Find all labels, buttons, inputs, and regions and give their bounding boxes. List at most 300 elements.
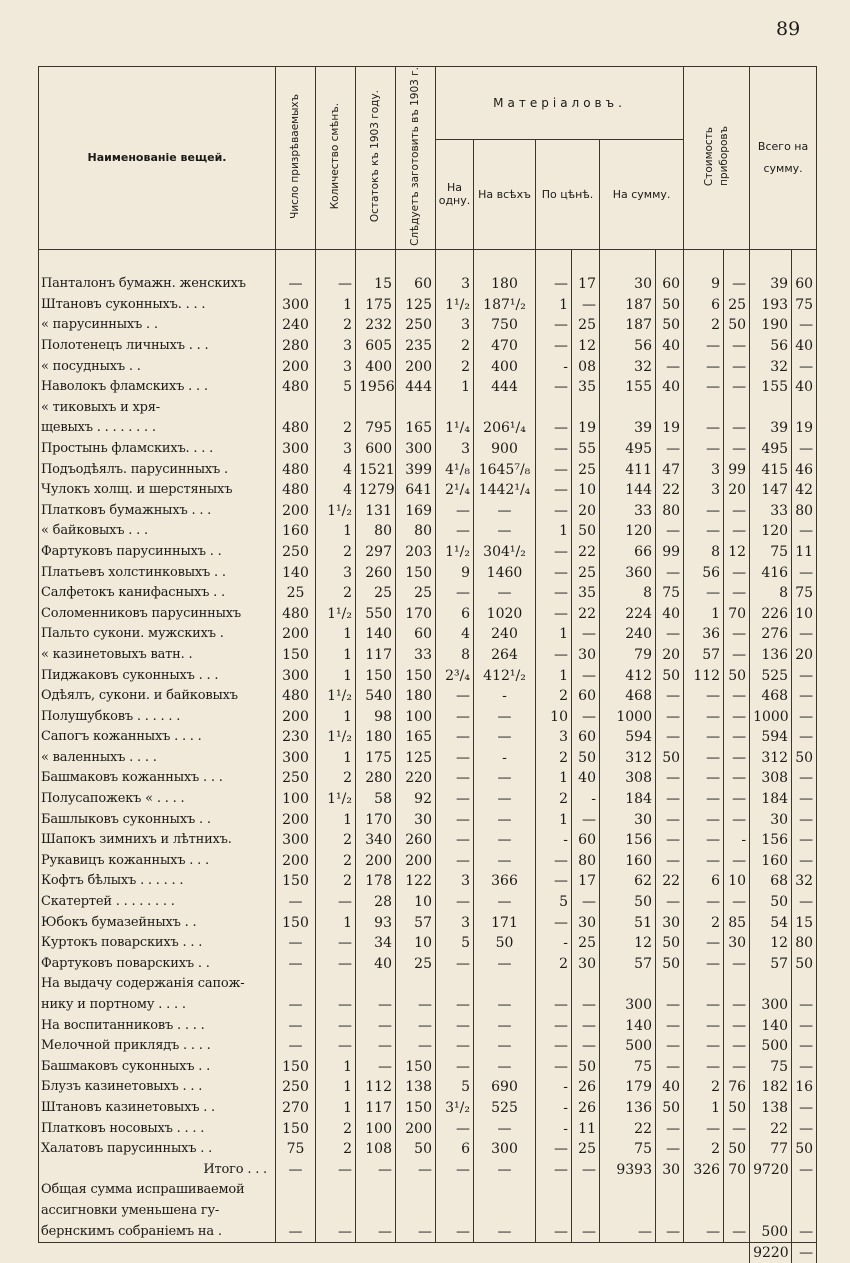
cell-p2: 25 <box>572 315 600 336</box>
cell-n: 300 <box>276 830 316 851</box>
cell-n: 480 <box>276 418 316 439</box>
cell-t1: 300 <box>750 995 792 1016</box>
cell-r: — <box>396 1159 436 1180</box>
cell-s: — <box>316 933 356 954</box>
cell-c1: 8 <box>684 542 724 563</box>
cell-c1: — <box>684 583 724 604</box>
cell-b: 40 <box>356 954 396 975</box>
cell-m1: 33 <box>600 500 656 521</box>
header-balance: Остатокъ къ 1903 году. <box>356 67 396 250</box>
cell-a: — <box>474 706 536 727</box>
cell-r: 92 <box>396 789 436 810</box>
cell-c1: 57 <box>684 645 724 666</box>
cell-o: — <box>436 1221 474 1242</box>
cell-r: 50 <box>396 1139 436 1160</box>
cell-m2: 50 <box>656 954 684 975</box>
cell-o: — <box>436 686 474 707</box>
reduction-row <box>39 1180 817 1201</box>
cell-c2: — <box>724 1036 750 1057</box>
cell-n <box>276 1201 316 1222</box>
cell-n: 200 <box>276 809 316 830</box>
cell-c1: 1 <box>684 1098 724 1119</box>
cell-c1: 3 <box>684 459 724 480</box>
cell-t1: 138 <box>750 1098 792 1119</box>
cell-t2: — <box>792 789 817 810</box>
cell-s: 1 <box>316 1098 356 1119</box>
cell-t2: — <box>792 1036 817 1057</box>
item-name: « посудныхъ . . <box>39 356 276 377</box>
cell-m1: 136 <box>600 1098 656 1119</box>
cell-s: — <box>316 1159 356 1180</box>
cell-p1: — <box>536 377 572 398</box>
cell-n: 480 <box>276 377 316 398</box>
cell-n: 480 <box>276 459 316 480</box>
cell-a: 412¹/₂ <box>474 665 536 686</box>
cell-s: 3 <box>316 356 356 377</box>
cell-p1: — <box>536 1015 572 1036</box>
cell-b <box>356 974 396 995</box>
cell-t2: 42 <box>792 480 817 501</box>
cell-s: — <box>316 954 356 975</box>
table-row <box>39 356 817 377</box>
cell-s: 1 <box>316 665 356 686</box>
cell-p2: — <box>572 809 600 830</box>
cell-a: 300 <box>474 1139 536 1160</box>
cell-c1: — <box>684 830 724 851</box>
cell-p1: — <box>536 995 572 1016</box>
item-name: Полушубковъ . . . . . . <box>39 706 276 727</box>
item-name: Фартуковъ поварскихъ . . <box>39 954 276 975</box>
cell-t2: — <box>792 665 817 686</box>
cell-t2: — <box>792 315 817 336</box>
item-name: щевыхъ . . . . . . . . <box>39 418 276 439</box>
cell-n: 230 <box>276 727 316 748</box>
table-row <box>39 686 817 707</box>
cell-c1: 112 <box>684 665 724 686</box>
cell-o: 2 <box>436 336 474 357</box>
cell-t2: — <box>792 624 817 645</box>
cell-p2: 22 <box>572 542 600 563</box>
cell-b: — <box>356 995 396 1016</box>
table-row <box>39 1015 817 1036</box>
cell-b: 15 <box>356 274 396 295</box>
cell-m2: — <box>656 1056 684 1077</box>
cell-m1: 51 <box>600 912 656 933</box>
cell-t1: 8 <box>750 583 792 604</box>
cell-o: — <box>436 789 474 810</box>
cell-b: 600 <box>356 439 396 460</box>
cell-n: 25 <box>276 583 316 604</box>
cell-n: 480 <box>276 603 316 624</box>
cell-p2: 80 <box>572 851 600 872</box>
cell-t1: 54 <box>750 912 792 933</box>
cell-o: 2³/₄ <box>436 665 474 686</box>
cell-p1: — <box>536 274 572 295</box>
cell-t2: — <box>792 995 817 1016</box>
cell-p1: 5 <box>536 892 572 913</box>
cell-t2: — <box>792 1098 817 1119</box>
cell-p1: 1 <box>536 624 572 645</box>
cell-t2: 46 <box>792 459 817 480</box>
cell-p2: 30 <box>572 912 600 933</box>
cell-c1: — <box>684 336 724 357</box>
cell-t1: 140 <box>750 1015 792 1036</box>
cell-m2: 22 <box>656 480 684 501</box>
cell-o: — <box>436 727 474 748</box>
cell-t2: 50 <box>792 1139 817 1160</box>
cell-n: — <box>276 1159 316 1180</box>
cell-o: — <box>436 583 474 604</box>
cell-o: 5 <box>436 1077 474 1098</box>
cell-s: 2 <box>316 583 356 604</box>
cell-o: 4 <box>436 624 474 645</box>
table-row <box>39 665 817 686</box>
cell-n: 200 <box>276 624 316 645</box>
cell-t1: 156 <box>750 830 792 851</box>
cell-b: — <box>356 1221 396 1242</box>
cell-r: 60 <box>396 274 436 295</box>
cell-o <box>436 1180 474 1201</box>
header-mat-one: На одну. <box>436 139 474 249</box>
cell-c2: 70 <box>724 1159 750 1180</box>
cell-n: 150 <box>276 871 316 892</box>
cell-p2 <box>572 1201 600 1222</box>
cell-t1: 75 <box>750 1056 792 1077</box>
cell-b: — <box>356 1036 396 1057</box>
cell-p1: — <box>536 912 572 933</box>
cell-b: 98 <box>356 706 396 727</box>
cell-p2: 19 <box>572 418 600 439</box>
cell-t1: 308 <box>750 768 792 789</box>
cell-p2: 25 <box>572 1139 600 1160</box>
cell-m2: 80 <box>656 500 684 521</box>
cell-r: 25 <box>396 954 436 975</box>
cell-m2: — <box>656 439 684 460</box>
cell-c2: — <box>724 1056 750 1077</box>
cell-a: 1460 <box>474 562 536 583</box>
header-mat-price: По цѣнѣ. <box>536 139 600 249</box>
cell-b: 400 <box>356 356 396 377</box>
cell-m1: 179 <box>600 1077 656 1098</box>
table-row <box>39 789 817 810</box>
cell-o: 8 <box>436 645 474 666</box>
cell-p2: — <box>572 892 600 913</box>
cell-p2: 20 <box>572 500 600 521</box>
cell-m1 <box>600 397 656 418</box>
cell-m1: 308 <box>600 768 656 789</box>
cell-n: 300 <box>276 295 316 316</box>
cell-t2: — <box>792 1015 817 1036</box>
cell-c1: — <box>684 954 724 975</box>
cell-a: 444 <box>474 377 536 398</box>
table-row <box>39 603 817 624</box>
item-name: ассигновки уменьшена гу- <box>39 1201 276 1222</box>
cell-o: 1 <box>436 377 474 398</box>
cell-p1: — <box>536 1056 572 1077</box>
cell-m2: 50 <box>656 665 684 686</box>
cell-m1: 22 <box>600 1118 656 1139</box>
cell-s: 2 <box>316 768 356 789</box>
cell-b <box>356 1180 396 1201</box>
table-row <box>39 521 817 542</box>
cell-c2: — <box>724 562 750 583</box>
item-name: Шапокъ зимнихъ и лѣтнихъ. <box>39 830 276 851</box>
cell-t1: 68 <box>750 871 792 892</box>
cell-t1: 276 <box>750 624 792 645</box>
cell-p2: — <box>572 995 600 1016</box>
item-name: Халатовъ парусинныхъ . . <box>39 1139 276 1160</box>
cell-p1 <box>536 974 572 995</box>
cell-c1: — <box>684 1015 724 1036</box>
cell-r: 235 <box>396 336 436 357</box>
cell-c2: — <box>724 727 750 748</box>
cell-a: 240 <box>474 624 536 645</box>
cell-m1: 1000 <box>600 706 656 727</box>
cell-o: — <box>436 830 474 851</box>
cell-c2 <box>724 397 750 418</box>
cell-r: 165 <box>396 418 436 439</box>
cell-m1: 66 <box>600 542 656 563</box>
cell-c1: — <box>684 1221 724 1242</box>
cell-c2: 20 <box>724 480 750 501</box>
item-name: « байковыхъ . . . <box>39 521 276 542</box>
cell-t2: 50 <box>792 748 817 769</box>
cell-n: 250 <box>276 768 316 789</box>
cell-c1: 6 <box>684 295 724 316</box>
cell-r: 125 <box>396 295 436 316</box>
cell-m2: 22 <box>656 871 684 892</box>
cell-p1: - <box>536 830 572 851</box>
table-row <box>39 1077 817 1098</box>
cell-r <box>396 397 436 418</box>
cell-t2: — <box>792 768 817 789</box>
cell-c2: — <box>724 583 750 604</box>
cell-s: 3 <box>316 562 356 583</box>
cell-m2: 99 <box>656 542 684 563</box>
cell-a: 750 <box>474 315 536 336</box>
item-name: Штановъ казинетовыхъ . . <box>39 1098 276 1119</box>
cell-c2: — <box>724 748 750 769</box>
cell-t2: — <box>792 830 817 851</box>
cell-r: 200 <box>396 1118 436 1139</box>
cell-m2: — <box>656 1036 684 1057</box>
cell-a: 264 <box>474 645 536 666</box>
item-name: « парусинныхъ . . <box>39 315 276 336</box>
cell-t2: — <box>792 1159 817 1180</box>
cell-p1: — <box>536 1221 572 1242</box>
table-row <box>39 377 817 398</box>
cell-o: 6 <box>436 603 474 624</box>
cell-c2: 50 <box>724 315 750 336</box>
expenditure-table <box>38 66 817 1263</box>
cell-p1: — <box>536 439 572 460</box>
cell-p2: 30 <box>572 645 600 666</box>
cell-r: — <box>396 1015 436 1036</box>
header-name: Наименованіе вещей. <box>39 67 276 250</box>
cell-c2: — <box>724 809 750 830</box>
cell-p1: 10 <box>536 706 572 727</box>
cell-c2: 50 <box>724 1139 750 1160</box>
cell-t1 <box>750 1201 792 1222</box>
cell-t1: 50 <box>750 892 792 913</box>
cell-c2: — <box>724 954 750 975</box>
cell-a: — <box>474 851 536 872</box>
cell-r: 444 <box>396 377 436 398</box>
cell-a: 1645⁷/₈ <box>474 459 536 480</box>
cell-b: 175 <box>356 748 396 769</box>
cell-t2: 50 <box>792 954 817 975</box>
cell-n: 300 <box>276 439 316 460</box>
item-name: Пальто сукони. мужскихъ . <box>39 624 276 645</box>
cell-b: 117 <box>356 645 396 666</box>
table-row <box>39 645 817 666</box>
cell-m2: 75 <box>656 583 684 604</box>
cell-c1: — <box>684 500 724 521</box>
cell-a: 180 <box>474 274 536 295</box>
cell-m1: 56 <box>600 336 656 357</box>
cell-c2: — <box>724 892 750 913</box>
cell-t1: 160 <box>750 851 792 872</box>
cell-s: 1 <box>316 1077 356 1098</box>
table-header <box>39 67 817 250</box>
cell-c2 <box>724 1201 750 1222</box>
item-name: Куртокъ поварскихъ . . . <box>39 933 276 954</box>
cell-s: 1¹/₂ <box>316 727 356 748</box>
cell-c1: 2 <box>684 1077 724 1098</box>
cell-t1: 12 <box>750 933 792 954</box>
cell-p2: 26 <box>572 1077 600 1098</box>
cell-p2: 10 <box>572 480 600 501</box>
cell-a: 1442¹/₄ <box>474 480 536 501</box>
cell-n: — <box>276 274 316 295</box>
cell-m2: 47 <box>656 459 684 480</box>
cell-t2: 20 <box>792 645 817 666</box>
cell-n: 150 <box>276 912 316 933</box>
table-row <box>39 542 817 563</box>
cell-s: 4 <box>316 480 356 501</box>
cell-t1: 416 <box>750 562 792 583</box>
cell-c2: — <box>724 274 750 295</box>
cell-s: 2 <box>316 315 356 336</box>
cell-b: 117 <box>356 1098 396 1119</box>
cell-p1: 2 <box>536 686 572 707</box>
cell-b: 280 <box>356 768 396 789</box>
cell-p1: — <box>536 500 572 521</box>
item-name: Итого . . . <box>39 1159 276 1180</box>
cell-m2: — <box>656 562 684 583</box>
item-name: Кофтъ бѣлыхъ . . . . . . <box>39 871 276 892</box>
item-name: нику и портному . . . . <box>39 995 276 1016</box>
cell-p2: — <box>572 706 600 727</box>
cell-n: 200 <box>276 851 316 872</box>
cell-p1: — <box>536 542 572 563</box>
item-name: « казинетовыхъ ватн. . <box>39 645 276 666</box>
cell-c2: — <box>724 1118 750 1139</box>
item-name: Пиджаковъ суконныхъ . . . <box>39 665 276 686</box>
item-name: Полотенецъ личныхъ . . . <box>39 336 276 357</box>
cell-m1: 120 <box>600 521 656 542</box>
cell-n: 200 <box>276 500 316 521</box>
cell-a: 690 <box>474 1077 536 1098</box>
cell-t1: 22 <box>750 1118 792 1139</box>
cell-c2: 10 <box>724 871 750 892</box>
cell-p2: 50 <box>572 521 600 542</box>
cell-s: 2 <box>316 418 356 439</box>
item-name: Панталонъ бумажн. женскихъ <box>39 274 276 295</box>
cell-r: 200 <box>396 851 436 872</box>
cell-n: 240 <box>276 315 316 336</box>
cell-p2: — <box>572 665 600 686</box>
cell-t2: 19 <box>792 418 817 439</box>
cell-b: 260 <box>356 562 396 583</box>
cell-r: 150 <box>396 1056 436 1077</box>
header-count: Число призрѣваемыхъ <box>276 67 316 250</box>
table-row <box>39 397 817 418</box>
cell-c2: — <box>724 500 750 521</box>
cell-n: 300 <box>276 665 316 686</box>
cell-t1: 9720 <box>750 1159 792 1180</box>
cell-b: 100 <box>356 1118 396 1139</box>
cell-n <box>276 974 316 995</box>
table-row <box>39 912 817 933</box>
cell-r <box>396 1201 436 1222</box>
cell-m1: 75 <box>600 1056 656 1077</box>
cell-o: 2 <box>436 356 474 377</box>
table-row <box>39 706 817 727</box>
table-body <box>39 249 817 1263</box>
table-row <box>39 871 817 892</box>
cell-c2: — <box>724 356 750 377</box>
cell-s: 1 <box>316 1056 356 1077</box>
cell-m2: — <box>656 789 684 810</box>
cell-m1 <box>600 1180 656 1201</box>
cell-s: 2 <box>316 1118 356 1139</box>
cell-p1: — <box>536 645 572 666</box>
table-row <box>39 1139 817 1160</box>
cell-n: — <box>276 892 316 913</box>
cell-m2: 40 <box>656 1077 684 1098</box>
cell-p1: 1 <box>536 768 572 789</box>
cell-r: 33 <box>396 645 436 666</box>
item-name: Соломенниковъ парусинныхъ <box>39 603 276 624</box>
cell-p1: — <box>536 851 572 872</box>
table-row <box>39 624 817 645</box>
cell-a: 366 <box>474 871 536 892</box>
cell-n: 100 <box>276 789 316 810</box>
cell-c2: — <box>724 851 750 872</box>
cell-t2: 15 <box>792 912 817 933</box>
cell-p2 <box>572 1180 600 1201</box>
cell-o: — <box>436 1056 474 1077</box>
cell-m1: 187 <box>600 315 656 336</box>
cell-t2: — <box>792 1056 817 1077</box>
cell-c1: — <box>684 521 724 542</box>
cell-n: 160 <box>276 521 316 542</box>
cell-o <box>436 1201 474 1222</box>
cell-a: - <box>474 686 536 707</box>
cell-c2: 99 <box>724 459 750 480</box>
cell-n: 200 <box>276 706 316 727</box>
cell-c2: 85 <box>724 912 750 933</box>
cell-s <box>316 1201 356 1222</box>
item-name: Юбокъ бумазейныхъ . . <box>39 912 276 933</box>
cell-t2 <box>792 1201 817 1222</box>
cell-t2: — <box>792 706 817 727</box>
item-name: На воспитанниковъ . . . . <box>39 1015 276 1036</box>
cell-o: — <box>436 892 474 913</box>
cell-o: 1¹/₄ <box>436 418 474 439</box>
cell-s: 2 <box>316 542 356 563</box>
